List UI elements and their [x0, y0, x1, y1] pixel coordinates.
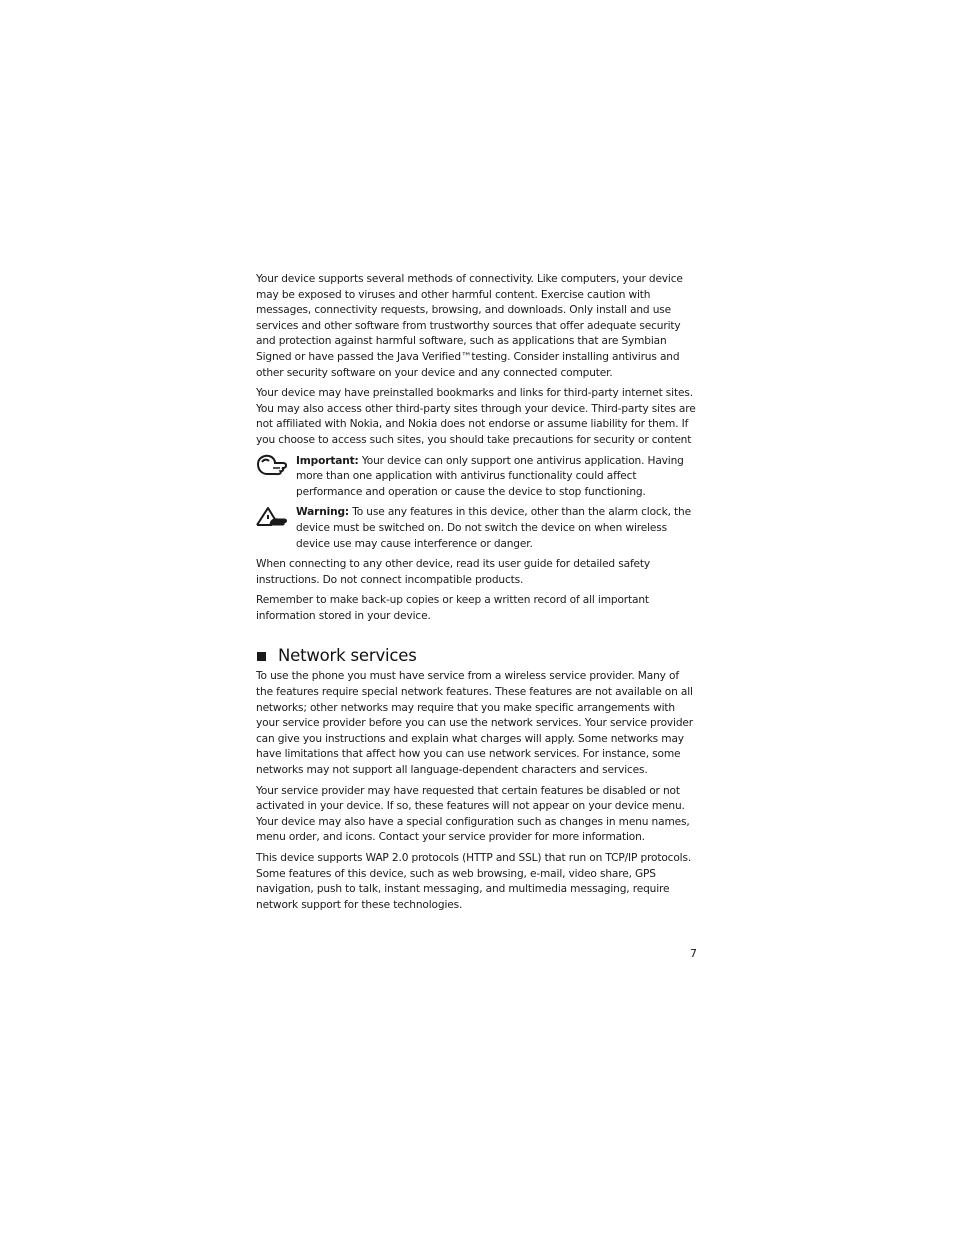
important-label: Important:	[296, 454, 359, 467]
section-heading	[256, 645, 698, 667]
page-number: 7	[690, 947, 697, 960]
warning-text: To use any features in this device, other than the alarm clock, the device must be switched on. Do not switch the device on when wireless device use may cause interference or danger.	[296, 506, 691, 550]
warning-note	[256, 505, 698, 552]
paragraph-network-services: To use the phone you must have service from a wireless service provider. Many of the features require special network features. These features are not available on all networks; other networks may require that you make specific arrangements with your service provider before you can use the network services. Your service provider can give you instructions and explain what charges will apply. Some networks may have limitations that affect how you can use network services. For instance, some networks may not support all language-dependent characters and services.	[256, 670, 693, 777]
section-title: Network services	[278, 646, 417, 666]
paragraph-connectivity: Your device supports several methods of connectivity. Like computers, your device may be exposed to viruses and other harmful content. Exercise caution with messages, connectivity requests, browsing, and downloads. Only install and use services and other software from trustworthy sources that offer adequate security and protection against harmful software, such as applications that are Symbian Signed or have passed the Java Verified™testing. Consider installing antivirus and other security software on your device and any connected computer.	[256, 273, 683, 379]
important-hand-icon	[256, 454, 288, 476]
paragraph-third-party-sites: Your device may have preinstalled bookmarks and links for third-party internet sites. You may also access other third-party sites through your device. Third-party sites are not affiliated with Nokia, and Nokia does not endorse or assume liability for them. If you choose to access such sites, you should take precautions for security or content	[256, 387, 696, 446]
warning-label: Warning:	[296, 506, 350, 519]
paragraph-connecting-devices: When connecting to any other device, read its user guide for detailed safety instructions. Do not connect incompatible products.	[256, 558, 651, 586]
important-note	[256, 454, 698, 501]
heading-bullet-icon	[257, 652, 266, 661]
paragraph-wap-protocols: This device supports WAP 2.0 protocols (HTTP and SSL) that run on TCP/IP protocols. Some features of this device, such as web browsing, e-mail, video share, GPS navigation, push to talk, instant messaging, and multimedia messaging, require network support for these technologies.	[256, 852, 692, 911]
paragraph-service-provider: Your service provider may have requested that certain features be disabled or not activated in your device. If so, these features will not appear on your device menu. Your device may also have a special configuration such as changes in menu names, menu order, and icons. Contact your service provider for more information.	[256, 784, 690, 844]
important-text: Your device can only support one antivirus application. Having more than one application with antivirus functionality could affect performance and operation or cause the device to stop functioning.	[296, 454, 684, 498]
document-body	[256, 272, 698, 918]
paragraph-backup: Remember to make back-up copies or keep a written record of all important information stored in your device.	[256, 594, 649, 622]
warning-hand-icon	[256, 505, 288, 527]
